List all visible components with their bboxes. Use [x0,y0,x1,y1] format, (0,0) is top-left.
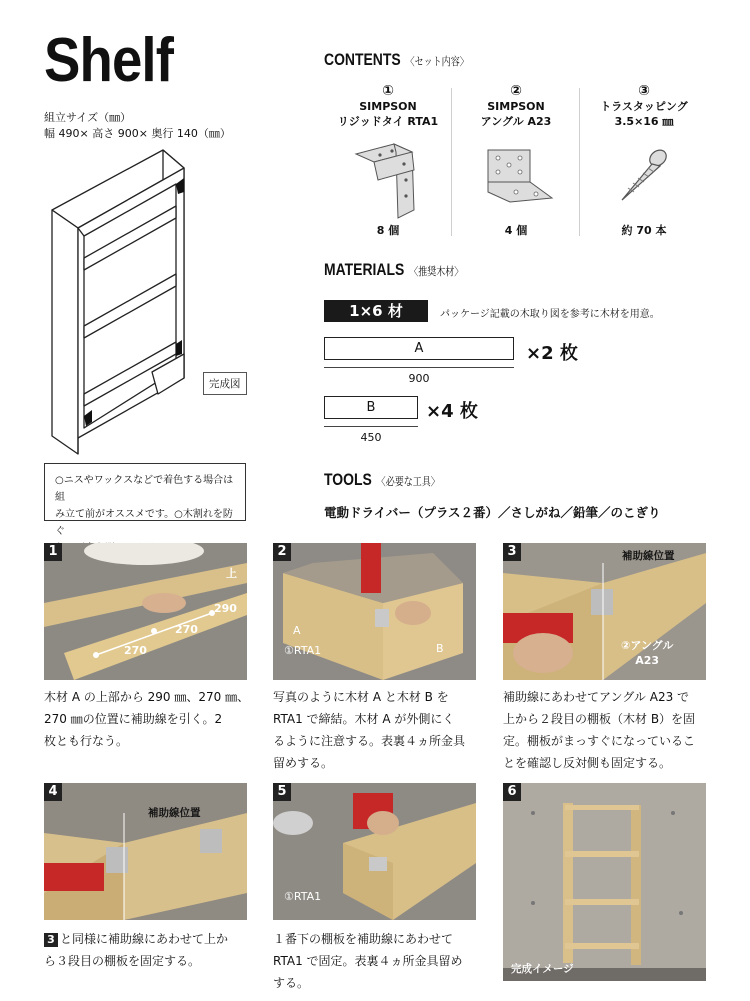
step-4-text: 3 と同様に補助線にあわせて上か ら３段目の棚板を固定する。 [44,932,229,968]
part-1: ① SIMPSON リジッドタイ RTA1 [337,83,439,128]
board-b-dim-line [324,426,418,427]
step-3-label-angle: ②アングル A23 [621,639,674,667]
step-1-label-270b: 270 [124,644,147,657]
tools-list: 電動ドライバー（プラス２番）／さしがね／鉛筆／のこぎり [324,505,661,520]
step-2-photo [273,543,476,680]
lumber-note: パッケージ記載の木取り図を参考に木材を用意。 [440,309,660,320]
step-4-label-guide: 補助線位置 [148,807,201,819]
step-6-number: 6 [503,783,521,801]
step-2-label-a: A [293,624,301,637]
step-6-caption: 完成イメージ [511,963,574,975]
shelf-illustration [48,148,198,458]
step-1-label-top: 上 [226,567,237,580]
board-a: A [324,337,514,360]
page-title: Shelf [44,26,174,95]
step-4-photo [44,783,247,920]
board-a-dim-line [324,367,514,368]
step-4-number: 4 [44,783,62,801]
step-1-text: 木材 A の上部から 290 ㎜、270 ㎜、 270 ㎜の位置に補助線を引く。2 枚とも行なう。 [44,690,250,748]
step-1-label-290: 290 [214,602,237,615]
note-line-2: み立て前がオススメです。○木割れを防ぐ [55,509,233,537]
note-line-1: ○ニスやワックスなどで着色する場合は組 [55,475,234,503]
note-box [44,463,246,537]
step-2-text: 写真のように木材 A と木材 B を RTA1 で締結。木材 A が外側にく るように注意する。表裏４ヵ所金具 留めする。 [273,690,466,770]
step-4-ref-badge: 3 [44,933,58,947]
step-5-number: 5 [273,783,291,801]
step-2-label-rta1: ①RTA1 [284,644,322,657]
rigid-tie-icon [352,140,424,220]
materials-heading: MATERIALS 〈推奨木材〉 [324,260,464,279]
step-6-photo [503,783,706,981]
step-1-label-270a: 270 [175,623,198,636]
step-2-number: 2 [273,543,291,561]
board-a-length: 900 [408,372,430,385]
contents-heading: CONTENTS 〈セット内容〉 [324,50,469,69]
step-3-label-guide: 補助線位置 [622,550,675,562]
angle-bracket-icon [480,148,556,204]
board-b: B [324,396,418,419]
part-2: ② SIMPSON アングル A23 [480,83,552,128]
board-a-count: ×2 枚 [526,343,578,364]
part-1-qty: 8 個 [376,224,400,237]
part-3-qty: 約 70 本 [621,224,667,237]
step-5-text: １番下の棚板を補助線にあわせて RTA1 で固定。表裏４ヵ所金具留め する。 [273,932,463,990]
tools-heading: TOOLS 〈必要な工具〉 [324,470,440,489]
step-3-photo [503,543,706,680]
part-3: ③ トラスタッピング 3.5×16 ㎜ [600,83,688,128]
figure-caption: 完成図 [203,372,247,395]
step-3-number: 3 [503,543,521,561]
screw-icon [614,146,672,204]
step-5-label-rta1: ①RTA1 [284,890,322,903]
step-3-text: 補助線にあわせてアングル A23 で 上から２段目の棚板（木材 B）を固 定。棚板がまっすぐになっているこ とを確認し反対側も固定する。 [503,690,696,770]
board-b-length: 450 [360,431,382,444]
board-b-count: ×4 枚 [426,401,478,422]
size-label: 組立サイズ（㎜） [44,111,132,124]
lumber-badge: 1×6 材 [324,300,428,322]
step-1-number: 1 [44,543,62,561]
part-2-qty: 4 個 [504,224,528,237]
size-value: 幅 490× 高さ 900× 奥行 140（㎜） [44,127,231,140]
step-2-label-b: B [436,642,444,655]
